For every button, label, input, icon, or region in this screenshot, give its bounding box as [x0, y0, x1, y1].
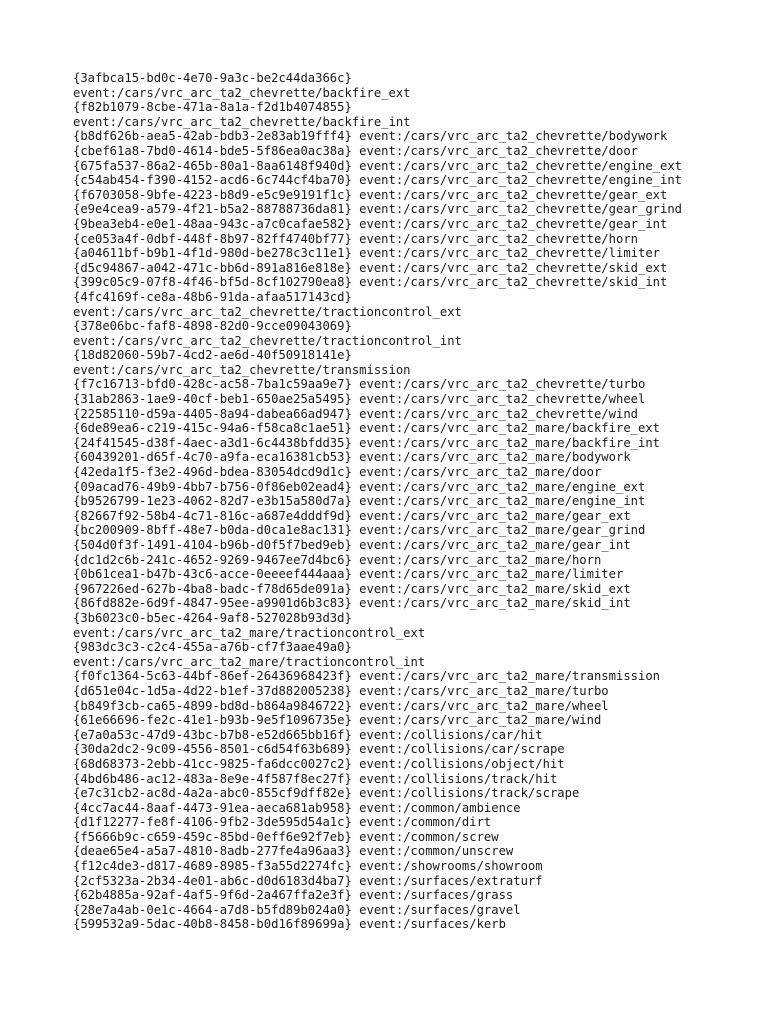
event-path: event:/surfaces/grass [359, 888, 514, 903]
document-line [73, 188, 753, 203]
event-path: event:/cars/vrc_arc_ta2_chevrette/tractioncontrol_ext [73, 304, 462, 319]
document-line [73, 363, 753, 378]
event-guid: {68d68373-2ebb-41cc-9825-fa6dcc0027c2} [73, 756, 352, 771]
event-guid: {675fa537-86a2-465b-80a1-8aa6148f940d} [73, 158, 352, 173]
event-path: event:/cars/vrc_arc_ta2_chevrette/gear_ext [359, 187, 668, 202]
event-guid: {82667f92-58b4-4c71-816c-a687e4dddf9d} [73, 508, 352, 523]
document-line [73, 582, 753, 597]
event-path: event:/cars/vrc_arc_ta2_chevrette/skid_ext [359, 260, 668, 275]
document-line [73, 640, 753, 655]
document-line [73, 305, 753, 320]
event-guid: {dc1d2c6b-241c-4652-9269-9467ee7d4bc6} [73, 552, 352, 567]
document-line [73, 772, 753, 787]
event-path: event:/cars/vrc_arc_ta2_mare/gear_grind [359, 523, 646, 538]
event-path: event:/cars/vrc_arc_ta2_mare/engine_int [359, 494, 646, 509]
event-guid: {86fd882e-6d9f-4847-95ee-a9901d6b3c83} [73, 596, 352, 611]
event-guid: {f6703058-9bfe-4223-b8d9-e5c9e9191f1c} [73, 187, 352, 202]
document-line [73, 655, 753, 670]
event-path: event:/cars/vrc_arc_ta2_chevrette/gear_grind [359, 202, 683, 217]
event-path: event:/cars/vrc_arc_ta2_chevrette/transmission [73, 362, 411, 377]
event-path: event:/cars/vrc_arc_ta2_chevrette/engine_int [359, 173, 683, 188]
event-path: event:/cars/vrc_arc_ta2_chevrette/wheel [359, 392, 646, 407]
event-guid: {6de89ea6-c219-415c-94a6-f58ca8c1ae51} [73, 421, 352, 436]
document-line [73, 815, 753, 830]
event-guid: {e7c31cb2-ac8d-4a2a-abc0-855cf9dff82e} [73, 786, 352, 801]
event-guid: {22585110-d59a-4405-8a94-dabea66ad947} [73, 406, 352, 421]
event-path: event:/cars/vrc_arc_ta2_chevrette/limiter [359, 246, 661, 261]
document-line [73, 757, 753, 772]
event-guid: {d651e04c-1d5a-4d22-b1ef-37d882005238} [73, 683, 352, 698]
event-guid: {f0fc1364-5c63-44bf-86ef-26436968423f} [73, 669, 352, 684]
event-guid: {983dc3c3-c2c4-455a-a76b-cf7f3aae49a0} [73, 640, 352, 655]
event-guid: {599532a9-5dac-40b8-8458-b0d16f89699a} [73, 917, 352, 932]
event-path: event:/cars/vrc_arc_ta2_chevrette/horn [359, 231, 638, 246]
event-guid: {ce053a4f-0dbf-448f-8b97-82ff4740bf77} [73, 231, 352, 246]
event-guid: {09acad76-49b9-4bb7-b756-0f86eb02ead4} [73, 479, 352, 494]
event-path: event:/cars/vrc_arc_ta2_mare/door [359, 465, 602, 480]
event-path: event:/surfaces/extraturf [359, 873, 543, 888]
event-guid: {b849f3cb-ca65-4899-bd8d-b864a9846722} [73, 698, 352, 713]
document-line [73, 450, 753, 465]
event-guid: {60439201-d65f-4c70-a9fa-eca16381cb53} [73, 450, 352, 465]
event-path: event:/cars/vrc_arc_ta2_mare/backfire_int [359, 435, 661, 450]
event-path: event:/cars/vrc_arc_ta2_mare/wheel [359, 698, 609, 713]
event-guid: {4cc7ac44-8aaf-4473-91ea-aeca681ab958} [73, 800, 352, 815]
document-line [73, 844, 753, 859]
event-guid: {31ab2863-1ae9-40cf-beb1-650ae25a5495} [73, 392, 352, 407]
document-line [73, 553, 753, 568]
document-line [73, 232, 753, 247]
document-line [73, 129, 753, 144]
event-path: event:/surfaces/gravel [359, 902, 521, 917]
document-line [73, 100, 753, 115]
event-guid: {399c05c9-07f8-4f46-bf5d-8cf102790ea8} [73, 275, 352, 290]
document-line [73, 596, 753, 611]
event-guid: {28e7a4ab-0e1c-4664-a7d8-b5fd89b024a0} [73, 902, 352, 917]
document-line [73, 699, 753, 714]
event-guid: {24f41545-d38f-4aec-a3d1-6c4438bfdd35} [73, 435, 352, 450]
document-line [73, 71, 753, 86]
event-guid: {3afbca15-bd0c-4e70-9a3c-be2c44da366c} [73, 71, 352, 85]
document-line [73, 377, 753, 392]
document-line [73, 421, 753, 436]
event-guid: {504d0f3f-1491-4104-b96b-d0f5f7bed9eb} [73, 538, 352, 552]
document-line [73, 801, 753, 816]
event-guid: {c54ab454-f390-4152-acd6-6c744cf4ba70} [73, 173, 352, 188]
document-line [73, 494, 753, 509]
document-line [73, 567, 753, 582]
document-line [73, 669, 753, 684]
event-guid: {378e06bc-faf8-4898-82d0-9cce09043069} [73, 319, 352, 334]
event-guid: {f5666b9c-c659-459c-85bd-0eff6e92f7eb} [73, 829, 352, 844]
event-path: event:/cars/vrc_arc_ta2_mare/skid_ext [359, 581, 631, 596]
event-guid: {cbef61a8-7bd0-4614-bde5-5f86ea0ac38a} [73, 143, 352, 158]
document-line [73, 742, 753, 757]
event-path: event:/common/screw [359, 829, 499, 844]
event-guid: {deae65e4-a5a7-4810-8adb-277fe4a96aa3} [73, 844, 352, 859]
document-line [73, 173, 753, 188]
event-path: event:/cars/vrc_arc_ta2_chevrette/skid_int [359, 275, 668, 290]
document-line [73, 713, 753, 728]
event-path: event:/cars/vrc_arc_ta2_chevrette/backfire_int [73, 114, 411, 129]
event-path: event:/collisions/car/scrape [359, 742, 565, 757]
document-line [73, 275, 753, 290]
event-guid: {18d82060-59b7-4cd2-ae6d-40f50918141e} [73, 348, 352, 363]
event-guid: {a04611bf-b9b1-4f1d-980d-be278c3c11e1} [73, 246, 352, 261]
event-path: event:/cars/vrc_arc_ta2_mare/transmission [359, 669, 661, 684]
document-line [73, 538, 753, 553]
event-path: event:/cars/vrc_arc_ta2_mare/limiter [359, 567, 624, 582]
event-path: event:/cars/vrc_arc_ta2_mare/turbo [359, 683, 609, 698]
document-line [73, 115, 753, 130]
event-guid: {42eda1f5-f3e2-496d-bdea-83054dcd9d1c} [73, 465, 352, 480]
event-path: event:/cars/vrc_arc_ta2_mare/skid_int [359, 596, 631, 611]
event-path: event:/cars/vrc_arc_ta2_chevrette/wind [359, 406, 638, 421]
event-path: event:/cars/vrc_arc_ta2_mare/engine_ext [359, 479, 646, 494]
event-path: event:/common/unscrew [359, 844, 514, 859]
event-guid: {2cf5323a-2b34-4e01-ab6c-d0d6183d4ba7} [73, 873, 352, 888]
document-line [73, 830, 753, 845]
event-guid: {d5c94867-a042-471c-bb6d-891a816e818e} [73, 260, 352, 275]
event-guid: {f12c4de3-d817-4689-8985-f3a55d2274fc} [73, 859, 352, 874]
document-line [73, 319, 753, 334]
event-guid: {9bea3eb4-e0e1-48aa-943c-a7c0cafae582} [73, 216, 352, 231]
document-line [73, 246, 753, 261]
event-guid: {62b4885a-92af-4af5-9f6d-2a467ffa2e3f} [73, 888, 352, 903]
event-path: event:/cars/vrc_arc_ta2_mare/gear_int [359, 538, 631, 552]
event-path: event:/collisions/track/scrape [359, 786, 580, 801]
event-guid: {967226ed-627b-4ba8-badc-f78d65de091a} [73, 581, 352, 596]
event-guid: {4fc4169f-ce8a-48b6-91da-afaa517143cd} [73, 289, 352, 304]
event-path: event:/collisions/object/hit [359, 756, 565, 771]
document-line [73, 290, 753, 305]
event-guid: {e7a0a53c-47d9-43bc-b7b8-e52d665bb16f} [73, 727, 352, 742]
document-line [73, 86, 753, 101]
document-line [73, 334, 753, 349]
guid-event-listing [73, 71, 753, 932]
event-path: event:/cars/vrc_arc_ta2_chevrette/door [359, 143, 638, 158]
document-line [73, 523, 753, 538]
document-line [73, 728, 753, 743]
event-guid: {b9526799-1e23-4062-82d7-e3b15a580d7a} [73, 494, 352, 509]
event-path: event:/surfaces/kerb [359, 917, 506, 932]
document-line [73, 903, 753, 918]
document-line [73, 348, 753, 363]
event-path: event:/cars/vrc_arc_ta2_chevrette/tractioncontrol_int [73, 333, 462, 348]
event-path: event:/cars/vrc_arc_ta2_chevrette/gear_int [359, 216, 668, 231]
document-line [73, 480, 753, 495]
event-guid: {bc200909-8bff-48e7-b0da-d0ca1e8ac131} [73, 523, 352, 538]
event-guid: {e9e4cea9-a579-4f21-b5a2-88788736da81} [73, 202, 352, 217]
event-path: event:/cars/vrc_arc_ta2_chevrette/backfire_ext [73, 85, 411, 100]
event-path: event:/cars/vrc_arc_ta2_mare/bodywork [359, 450, 631, 465]
event-path: event:/common/dirt [359, 815, 492, 830]
document-line [73, 202, 753, 217]
document-line [73, 874, 753, 889]
document-line [73, 392, 753, 407]
event-path: event:/cars/vrc_arc_ta2_mare/gear_ext [359, 508, 631, 523]
document-line [73, 684, 753, 699]
event-path: event:/collisions/track/hit [359, 771, 558, 786]
event-path: event:/collisions/car/hit [359, 727, 543, 742]
document-line [73, 436, 753, 451]
event-path: event:/cars/vrc_arc_ta2_chevrette/bodywork [359, 129, 668, 144]
document-line [73, 217, 753, 232]
document-line [73, 144, 753, 159]
event-path: event:/cars/vrc_arc_ta2_chevrette/engine_ext [359, 158, 683, 173]
event-path: event:/cars/vrc_arc_ta2_chevrette/turbo [359, 377, 646, 392]
event-guid: {b8df626b-aea5-42ab-bdb3-2e83ab19fff4} [73, 129, 352, 144]
event-path: event:/cars/vrc_arc_ta2_mare/backfire_ext [359, 421, 661, 436]
document-line [73, 509, 753, 524]
document-line [73, 159, 753, 174]
event-guid: {4bd6b486-ac12-483a-8e9e-4f587f8ec27f} [73, 771, 352, 786]
document-line [73, 859, 753, 874]
document-line [73, 626, 753, 641]
event-path: event:/common/ambience [359, 800, 521, 815]
event-path: event:/cars/vrc_arc_ta2_mare/horn [359, 552, 602, 567]
document-line [73, 407, 753, 422]
document-line [73, 917, 753, 932]
document-line [73, 465, 753, 480]
document-line [73, 261, 753, 276]
event-guid: {30da2dc2-9c09-4556-8501-c6d54f63b689} [73, 742, 352, 757]
event-path: event:/showrooms/showroom [359, 859, 543, 874]
document-line [73, 611, 753, 626]
event-guid: {0b61cea1-b47b-43c6-acce-0eeeef444aaa} [73, 567, 352, 582]
event-guid: {3b6023c0-b5ec-4264-9af8-527028b93d3d} [73, 610, 352, 625]
event-guid: {61e66696-fe2c-41e1-b93b-9e5f1096735e} [73, 713, 352, 728]
event-guid: {f7c16713-bfd0-428c-ac58-7ba1c59aa9e7} [73, 377, 352, 392]
document-line [73, 786, 753, 801]
event-path: event:/cars/vrc_arc_ta2_mare/wind [359, 713, 602, 728]
document-line [73, 888, 753, 903]
event-guid: {d1f12277-fe8f-4106-9fb2-3de595d54a1c} [73, 815, 352, 830]
event-path: event:/cars/vrc_arc_ta2_mare/tractioncontrol_int [73, 654, 426, 669]
event-guid: {f82b1079-8cbe-471a-8a1a-f2d1b4074855} [73, 100, 352, 115]
event-path: event:/cars/vrc_arc_ta2_mare/tractioncontrol_ext [73, 625, 426, 640]
